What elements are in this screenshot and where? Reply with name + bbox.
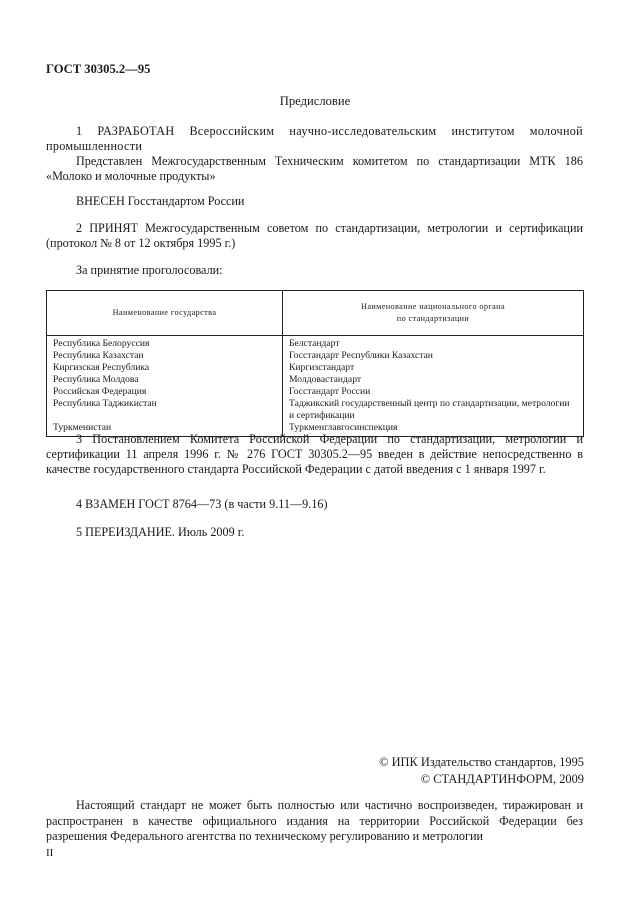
column-header-body-line2: по стандартизации: [396, 314, 470, 323]
table-row: [47, 386, 584, 398]
table-row: [47, 362, 584, 374]
copyright-ipk: © ИПК Издательство стандартов, 1995: [379, 755, 584, 769]
paragraph-reissue: 5 ПЕРЕИЗДАНИЕ. Июль 2009 г.: [76, 525, 245, 539]
foreword-title: Предисловие: [279, 94, 351, 108]
paragraph-introduced: ВНЕСЕН Госстандартом России: [76, 194, 245, 208]
voting-states-table: [46, 290, 584, 437]
table-header-row: [47, 291, 584, 336]
state-cell: Республика Таджикистан: [47, 398, 283, 422]
table-row: [47, 336, 584, 351]
reproduction-notice: Настоящий стандарт не может быть полностью или частично воспроизведен, тиражирован и распространен в качестве официального издания на территории Российской Федерации без разрешения Федерального агентства по техническому регулированию и метрологии: [46, 798, 583, 843]
state-cell: Республика Казахстан: [47, 350, 283, 362]
table-row: [47, 350, 584, 362]
body-cell: Госстандарт Республики Казахстан: [283, 350, 584, 362]
body-cell: Белстандарт: [283, 336, 584, 351]
page-number: II: [46, 847, 54, 859]
state-cell: Киргизская Республика: [47, 362, 283, 374]
paragraph-resolution: 3 Постановлением Комитета Российской Федерации по стандартизации, метрологии и сертификации 11 апреля 1996 г. № 276 ГОСТ 30305.2—95 введен в действие непосредственно в качестве государственного стандарта Российской Федерации с датой введения с 1 января 1997 г.: [46, 432, 583, 476]
body-cell: Туркменглавгосинспекция: [283, 422, 584, 437]
body-cell: Киргизстандарт: [283, 362, 584, 374]
copyright-standartinform: © СТАНДАРТИНФОРМ, 2009: [420, 772, 584, 786]
state-cell: Республика Молдова: [47, 374, 283, 386]
column-header-body-line1: Наименование национального органа: [361, 302, 505, 311]
state-cell: Республика Белоруссия: [47, 336, 283, 351]
table-row: [47, 374, 584, 386]
paragraph-replaces: 4 ВЗАМЕН ГОСТ 8764—73 (в части 9.11—9.16): [76, 497, 328, 511]
state-cell: Российская Федерация: [47, 386, 283, 398]
body-cell: Госстандарт России: [283, 386, 584, 398]
paragraph-adopted: 2 ПРИНЯТ Межгосударственным советом по стандартизации, метрологии и сертификации (протокол № 8 от 12 октября 1995 г.): [46, 221, 583, 250]
paragraph-submitted: Представлен Межгосударственным Техническим комитетом по стандартизации МТК 186 «Молоко и молочные продукты»: [46, 154, 583, 183]
table-row: [47, 398, 584, 422]
body-cell: Молдовастандарт: [283, 374, 584, 386]
state-cell: Туркменистан: [47, 422, 283, 437]
column-header-state: Наименование государства: [47, 291, 283, 336]
body-cell: Таджикский государственный центр по стандартизации, метрологии и сертификации: [283, 398, 584, 422]
voted-label: За принятие проголосовали:: [76, 263, 223, 277]
document-code: ГОСТ 30305.2—95: [46, 62, 151, 76]
column-header-body: [283, 291, 584, 336]
paragraph-developed: 1 РАЗРАБОТАН Всероссийским научно-исследовательским институтом молочной промышленности: [46, 124, 583, 153]
